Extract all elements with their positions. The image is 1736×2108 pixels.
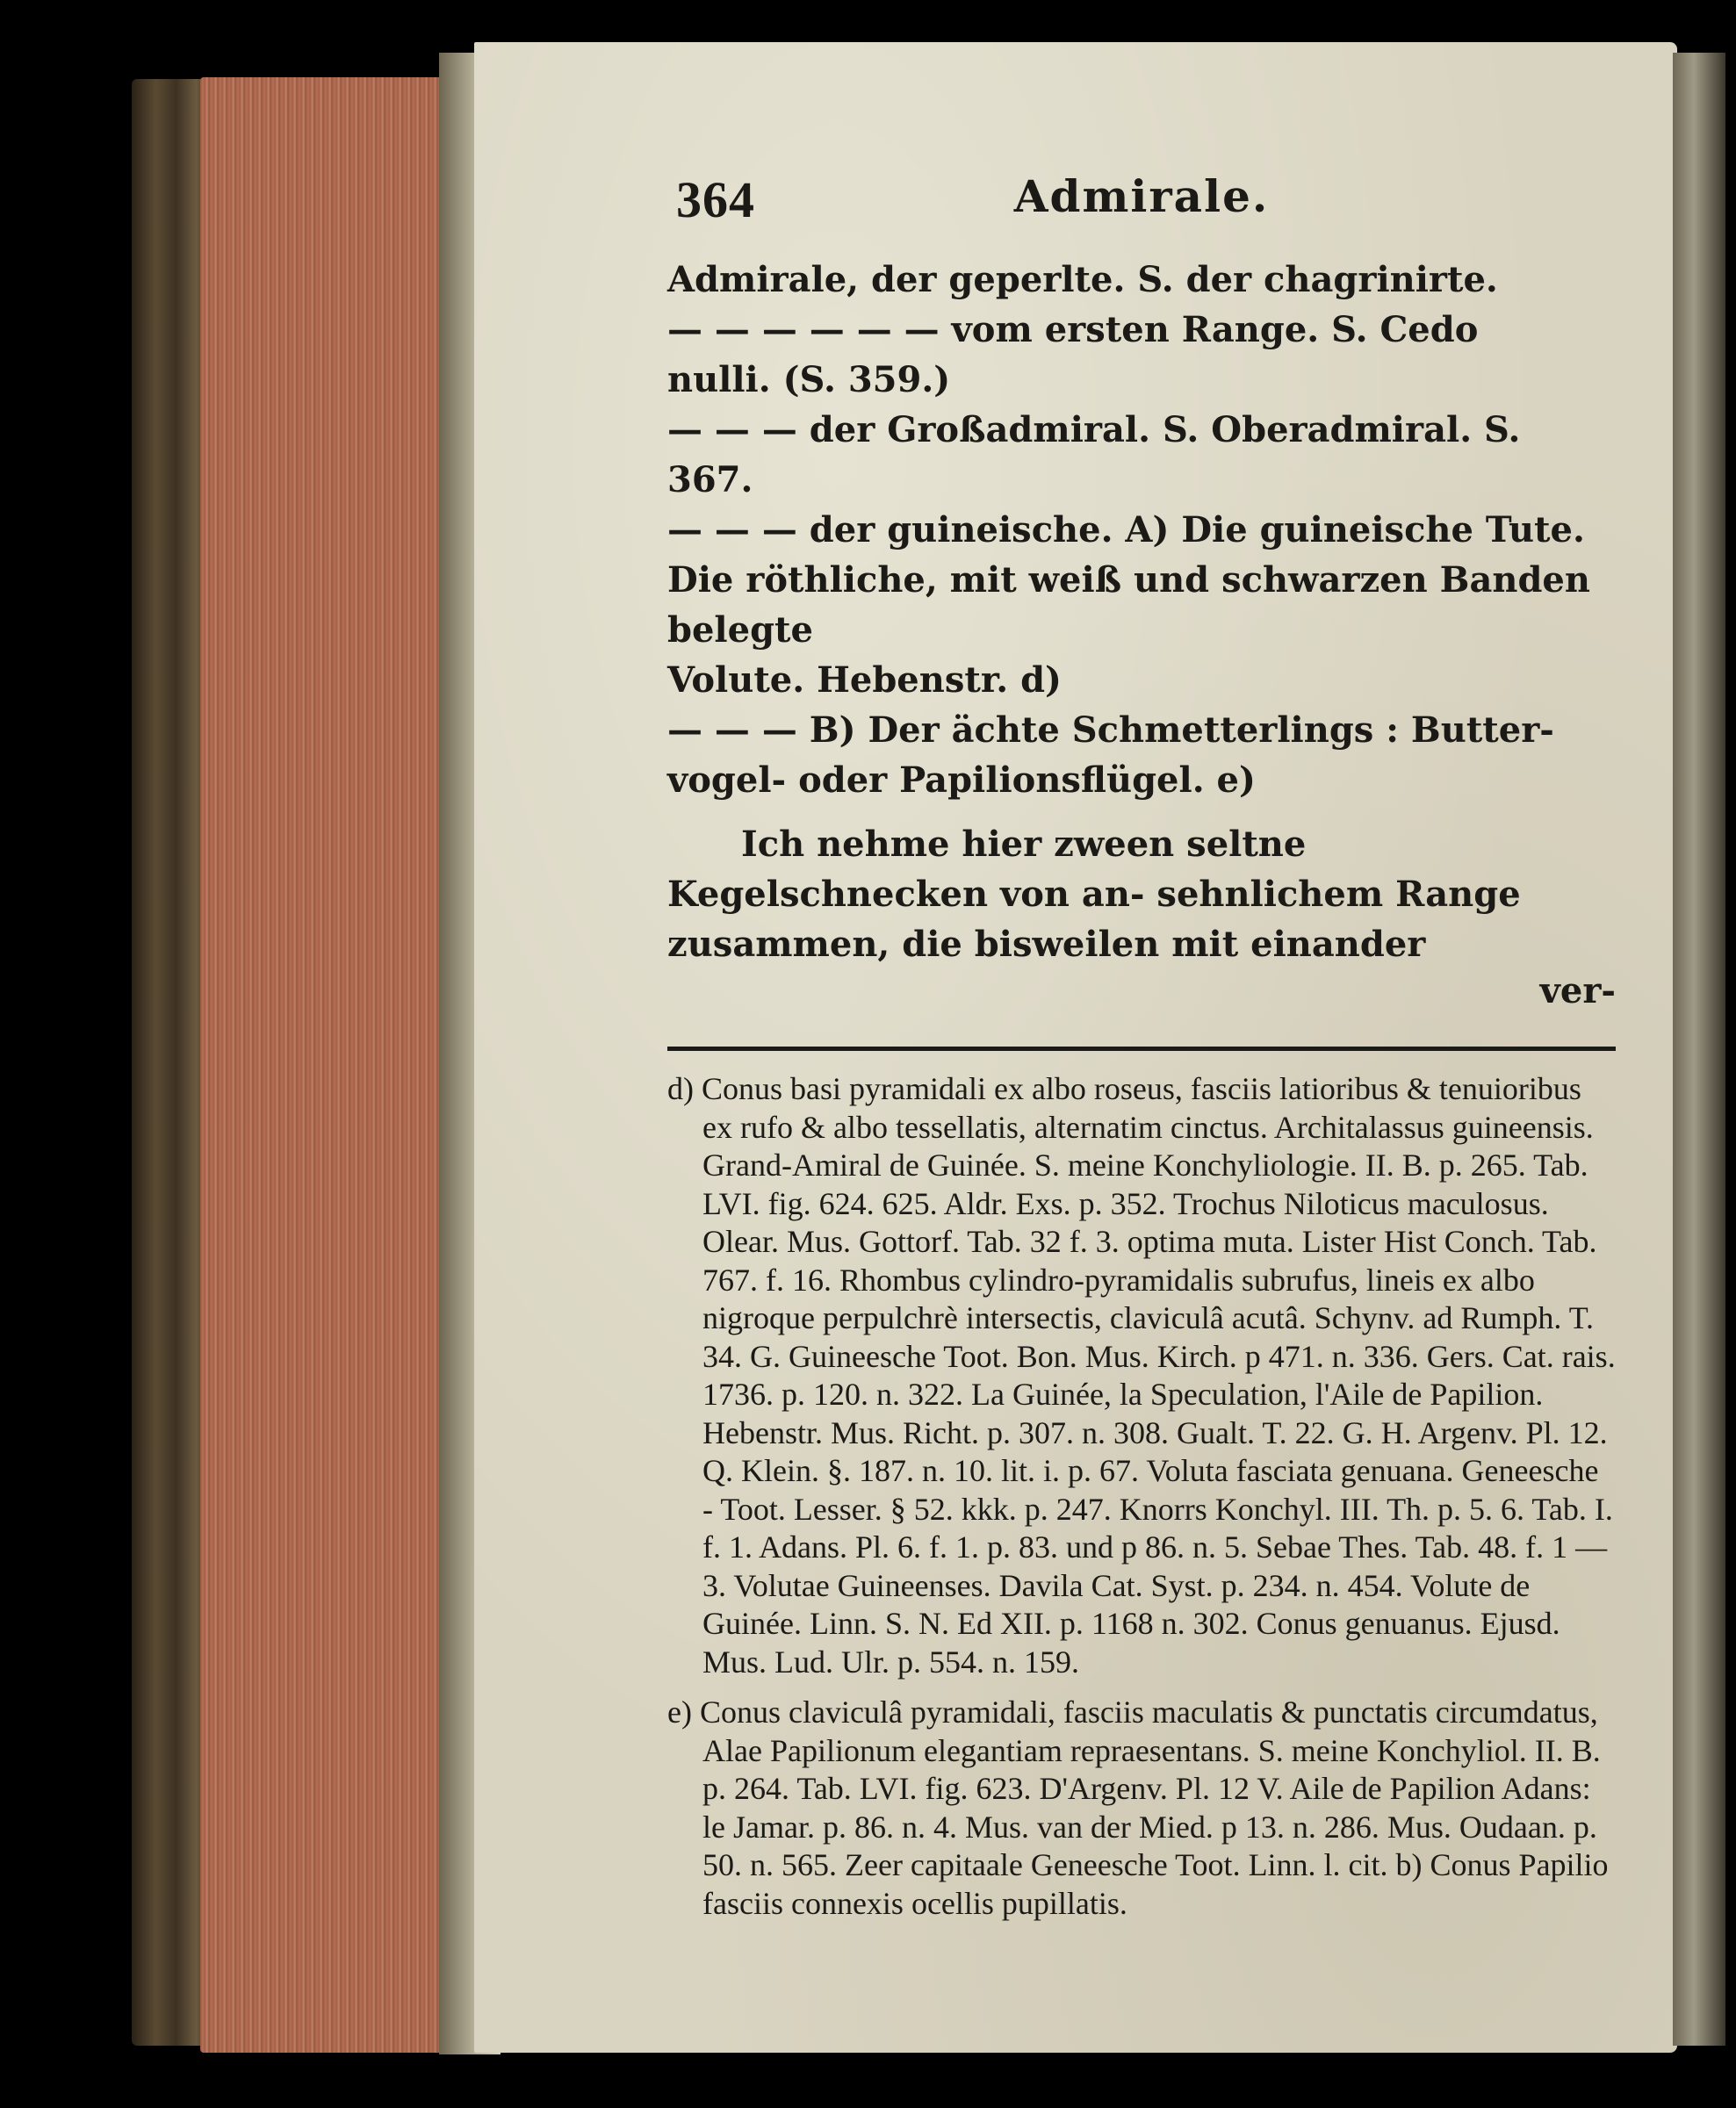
entry-line: — — — — — — vom ersten Range. S. Cedo	[667, 309, 1479, 350]
footnote	[667, 1694, 1616, 1923]
facing-page-edge	[1673, 53, 1725, 2046]
footnote-text: Conus basi pyramidali ex albo roseus, fasciis latioribus & tenuioribus ex rufo & albo tessellatis, alternatim cinctus. Architalassus guineensis. Grand-Amiral de Guinée. S. meine Konchyliologie. II. B. p. 265. Tab. LVI. fig. 624. 625. Aldr. Exs. p. 352. Trochus Niloticus maculosus. Olear. Mus. Gottorf. Tab. 32 f. 3. optima muta. Lister Hist Conch. Tab. 767. f. 16. Rhombus cylindro-pyramidalis subrufus, lineis ex albo nigroque perpulchrè intersectis, claviculâ acutâ. Schynv. ad Rumph. T. 34. G. Guineesche Toot. Bon. Mus. Kirch. p 471. n. 336. Gers. Cat. rais. 1736. p. 120. n. 322. La Guinée, la Speculation, l'Aile de Papilion. Hebenstr. Mus. Richt. p. 307. n. 308. Gualt. T. 22. G. H. Argenv. Pl. 12. Q. Klein. §. 187. n. 10. lit. i. p. 67. Voluta fasciata genuana. Geneesche - Toot. Lesser. § 52. kkk. p. 247. Knorrs Konchyl. III. Th. p. 5. 6. Tab. I. f. 1. Adans. Pl. 6. f. 1. p. 83. und p 86. n. 5. Sebae Thes. Tab. 48. f. 1 — 3. Volutae Guineenses. Davila Cat. Syst. p. 234. n. 454. Volute de Guinée. Linn. S. N. Ed XII. p. 1168 n. 302. Conus genuanus. Ejusd. Mus. Lud. Ulr. p. 554. n. 159.	[702, 1071, 1616, 1680]
footnote-marker: d)	[667, 1071, 694, 1106]
entry-line: — — — der guineische. A) Die guineische Tute.	[667, 509, 1585, 550]
page-number: 364	[676, 171, 755, 228]
page-header	[667, 167, 1616, 255]
entry-line: — — — der Großadmiral. S. Oberadmiral. S. 367.	[667, 409, 1521, 500]
footnotes	[667, 1070, 1616, 1923]
page-content	[667, 167, 1616, 1923]
entry-continuation: vogel- oder Papilionsflügel. e)	[667, 759, 1256, 801]
page-edges	[200, 77, 464, 2053]
catchword: ver-	[1539, 970, 1616, 1011]
footnote-text: Conus claviculâ pyramidali, fasciis maculatis & punctatis circumdatus, Alae Papilionum elegantiam repraesentans. S. meine Konchyliol. II. B. p. 264. Tab. LVI. fig. 623. D'Argenv. Pl. 12 V. Aile de Papilion Adans: le Jamar. p. 86. n. 4. Mus. van der Mied. p 13. n. 286. Mus. Oudaan. p. 50. n. 565. Zeer capitaale Geneesche Toot. Linn. l. cit. b) Conus Papilio fasciis connexis ocellis pupillatis.	[699, 1694, 1609, 1921]
entry-line: Admirale, der geperlte. S. der chagrinirte.	[667, 259, 1498, 300]
entry-list	[667, 255, 1616, 1013]
entry-line: — — — B) Der ächte Schmetterlings : Butter-	[667, 709, 1554, 751]
footnote	[667, 1070, 1616, 1681]
footnote-rule	[667, 1047, 1616, 1051]
entry-continuation: nulli. (S. 359.)	[667, 359, 951, 400]
footnote-marker: e)	[667, 1694, 692, 1730]
entry-continuation: Volute. Hebenstr. d)	[667, 659, 1062, 701]
body-paragraph: Ich nehme hier zween seltne Kegelschnecken von an- sehnlichem Range zusammen, die bisweilen mit einander	[667, 824, 1521, 965]
entry-continuation: Die röthliche, mit weiß und schwarzen Banden belegte	[667, 559, 1590, 651]
running-head: Admirale.	[1013, 170, 1270, 222]
